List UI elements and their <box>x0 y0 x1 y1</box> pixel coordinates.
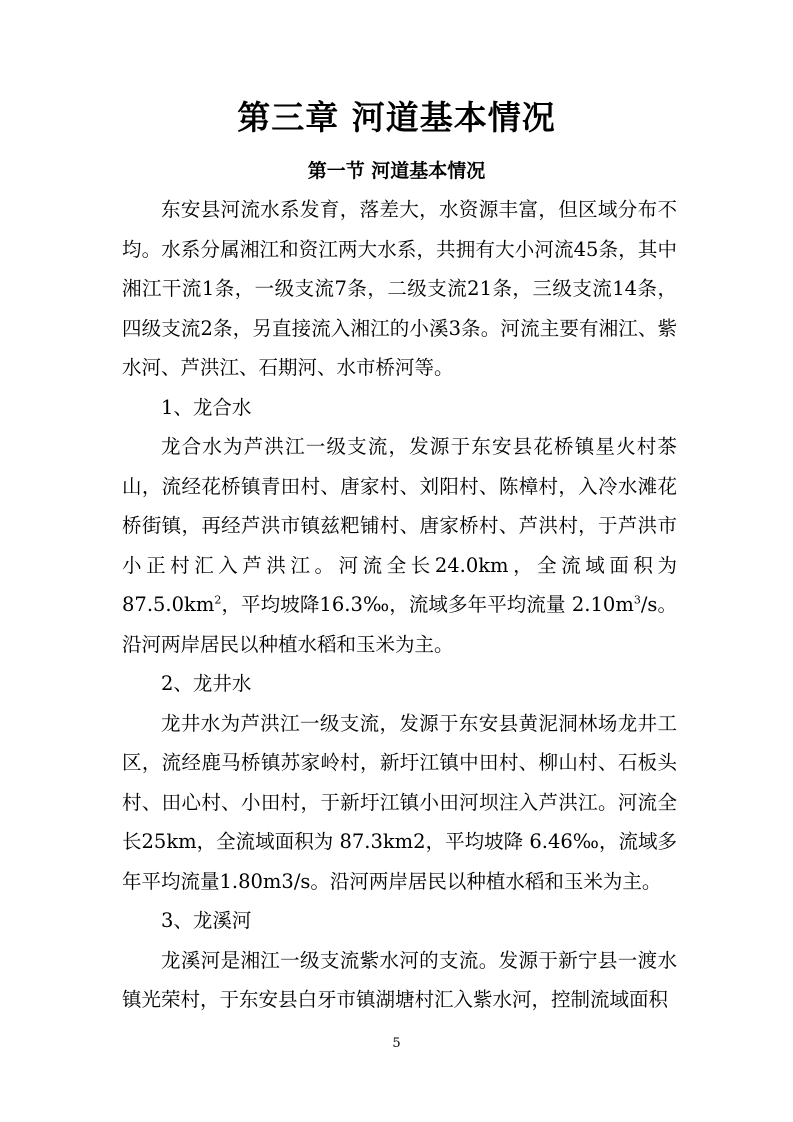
river-paragraph-1 <box>122 427 677 664</box>
river-1-text-c: /s。沿河两岸居民以种植水稻和玉米为主。 <box>122 593 677 656</box>
intro-paragraph: 东安县河流水系发育，落差大，水资源丰富，但区域分布不均。水系分属湘江和资江两大水系，共拥有大小河流45条，其中湘江干流1条，一级支流7条，二级支流21条，三级支流14条，四级支流2条，另直接流入湘江的小溪3条。河流主要有湘江、紫水河、芦洪江、石期河、水市桥河等。 <box>122 198 677 379</box>
river-paragraph-3: 龙溪河是湘江一级支流紫水河的支流。发源于新宁县一渡水镇光荣村，于东安县白牙市镇湖塘村汇入紫水河，控制流域面积 <box>122 948 677 1011</box>
river-1-text-b: ，平均坡降16.3‰，流域多年平均流量 2.10m <box>221 593 634 616</box>
section-title: 第一节 河道基本情况 <box>307 160 486 182</box>
river-heading-2: 2、龙井水 <box>161 672 252 695</box>
document-body <box>122 190 677 1020</box>
page-number: 5 <box>392 1036 401 1051</box>
superscript-cubed: 3 <box>633 593 641 607</box>
river-1-text-a: 龙合水为芦洪江一级支流，发源于东安县花桥镇星火村茶山，流经花桥镇青田村、唐家村、刘阳村、陈樟村，入冷水滩花桥街镇，再经芦洪市镇兹粑铺村、唐家桥村、芦洪村，于芦洪市小正村汇入芦洪江。河流全长24.0km，全流域面积为87.5.0km <box>122 435 677 616</box>
superscript-squared: 2 <box>214 593 222 607</box>
river-paragraph-2: 龙井水为芦洪江一级支流，发源于东安县黄泥洞林场龙井工区，流经鹿马桥镇苏家岭村，新圩江镇中田村、柳山村、石板头村、田心村、小田村，于新圩江镇小田河坝注入芦洪江。河流全长25km，全流域面积为 87.3km2，平均坡降 6.46‰，流域多年平均流量1.80m3/s。沿河两岸居民以种植水稻和玉米为主。 <box>122 711 677 893</box>
river-heading-3: 3、龙溪河 <box>161 909 252 932</box>
chapter-title: 第三章 河道基本情况 <box>237 98 556 137</box>
river-heading-1: 1、龙合水 <box>161 395 252 419</box>
